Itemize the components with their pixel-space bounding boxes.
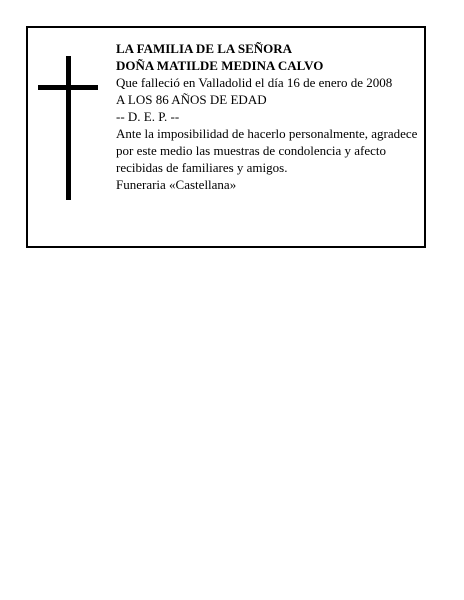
funeral-home: Funeraria «Castellana» xyxy=(116,177,237,192)
thanks-text: Ante la imposibilidad de hacerlo personalmente, agradece por este medio las muestras de condolencia y afecto recibidas de familiares y amigos. xyxy=(116,126,418,175)
death-info: Que falleció en Valladolid el día 16 de enero de 2008 xyxy=(116,75,393,90)
heading-deceased-name: DOÑA MATILDE MEDINA CALVO xyxy=(116,58,324,73)
cross-vertical-bar xyxy=(66,56,71,200)
obituary-notice xyxy=(26,26,426,248)
notice-text xyxy=(116,40,422,193)
rip-text: -- D. E. P. -- xyxy=(116,109,180,124)
cross-icon xyxy=(38,56,98,200)
cross-horizontal-bar xyxy=(38,85,98,90)
heading-family: LA FAMILIA DE LA SEÑORA xyxy=(116,41,293,56)
age-info: A LOS 86 AÑOS DE EDAD xyxy=(116,92,267,107)
